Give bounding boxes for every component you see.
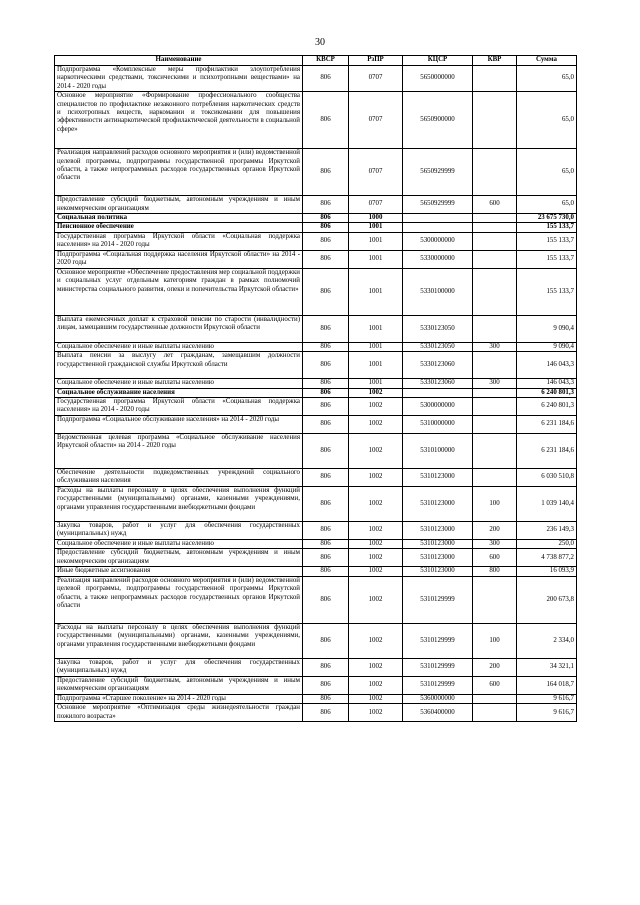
- cell-rzpr: 1002: [349, 416, 403, 434]
- cell-kvsr: 806: [303, 92, 349, 149]
- cell-rzpr: 1002: [349, 694, 403, 703]
- cell-sum: 65,0: [517, 66, 577, 92]
- cell-kvsr: 806: [303, 66, 349, 92]
- cell-rzpr: 1002: [349, 576, 403, 623]
- cell-kcsr: 5650900000: [403, 92, 473, 149]
- table-row: [55, 268, 577, 315]
- cell-name: Выплата ежемесячных доплат к страховой пенсии по старости (инвалидности) лицам, замещавшим государственные должности Иркутской области: [55, 315, 303, 342]
- cell-rzpr: 1002: [349, 388, 403, 397]
- cell-kvsr: 806: [303, 694, 349, 703]
- table-row: [55, 522, 577, 540]
- cell-sum: 250,0: [517, 540, 577, 549]
- cell-rzpr: 0707: [349, 149, 403, 196]
- cell-name: Реализация направлений расходов основного мероприятия и (или) ведомственной целевой программы, подпрограммы государственной программы Иркутской области, а также непрограммных расходов государственных органов Иркутской области: [55, 576, 303, 623]
- cell-kvsr: 806: [303, 196, 349, 214]
- cell-rzpr: 1001: [349, 352, 403, 379]
- table-row: [55, 352, 577, 379]
- cell-rzpr: 1001: [349, 342, 403, 351]
- table-row: [55, 379, 577, 388]
- cell-rzpr: 1002: [349, 704, 403, 722]
- cell-rzpr: 1001: [349, 250, 403, 268]
- cell-sum: 2 334,0: [517, 623, 577, 658]
- table-body: [55, 66, 577, 722]
- cell-sum: 9 090,4: [517, 342, 577, 351]
- cell-sum: 9 616,7: [517, 704, 577, 722]
- table-row: [55, 342, 577, 351]
- cell-sum: 16 093,9: [517, 567, 577, 576]
- table-header-row: [55, 56, 577, 66]
- cell-kcsr: 5330123060: [403, 352, 473, 379]
- cell-rzpr: 1002: [349, 623, 403, 658]
- cell-kvr: 200: [473, 658, 517, 676]
- cell-kcsr: 5360000000: [403, 694, 473, 703]
- cell-sum: 34 321,1: [517, 658, 577, 676]
- cell-sum: 200 673,8: [517, 576, 577, 623]
- table-row: [55, 623, 577, 658]
- cell-kcsr: 5310129999: [403, 676, 473, 694]
- cell-kvr: 100: [473, 623, 517, 658]
- cell-kcsr: 5310123000: [403, 469, 473, 487]
- cell-sum: 65,0: [517, 92, 577, 149]
- cell-kcsr: 5310129999: [403, 658, 473, 676]
- cell-kvsr: 806: [303, 223, 349, 232]
- cell-name: Предоставление субсидий бюджетным, автономным учреждениям и иным некоммерческим организациям: [55, 196, 303, 214]
- cell-sum: 155 133,7: [517, 232, 577, 250]
- cell-rzpr: 1001: [349, 379, 403, 388]
- table-row: [55, 469, 577, 487]
- cell-sum: 65,0: [517, 196, 577, 214]
- cell-name: Государственная программа Иркутской области «Социальная поддержка населения» на 2014 - 2020 годы: [55, 232, 303, 250]
- cell-sum: 9 090,4: [517, 315, 577, 342]
- cell-kvsr: 806: [303, 379, 349, 388]
- cell-kcsr: 5300000000: [403, 232, 473, 250]
- cell-kvr: [473, 232, 517, 250]
- cell-kvr: [473, 268, 517, 315]
- cell-kvsr: 806: [303, 250, 349, 268]
- table-row: [55, 540, 577, 549]
- table-row: [55, 576, 577, 623]
- table-row: [55, 487, 577, 522]
- cell-kvr: [473, 66, 517, 92]
- cell-rzpr: 1002: [349, 434, 403, 469]
- cell-rzpr: 1002: [349, 487, 403, 522]
- cell-kvsr: 806: [303, 388, 349, 397]
- cell-sum: 9 616,7: [517, 694, 577, 703]
- cell-kvr: 600: [473, 676, 517, 694]
- cell-kvr: [473, 214, 517, 223]
- cell-kvr: 300: [473, 342, 517, 351]
- cell-kcsr: 5310123000: [403, 540, 473, 549]
- budget-table: [54, 55, 577, 722]
- cell-kvsr: 806: [303, 232, 349, 250]
- cell-kvsr: 806: [303, 487, 349, 522]
- table-row: [55, 694, 577, 703]
- cell-kvr: 600: [473, 196, 517, 214]
- cell-kvr: [473, 250, 517, 268]
- cell-kvr: 300: [473, 379, 517, 388]
- cell-kvsr: 806: [303, 214, 349, 223]
- cell-kvsr: 806: [303, 576, 349, 623]
- cell-rzpr: 1001: [349, 232, 403, 250]
- table-row: [55, 315, 577, 342]
- cell-rzpr: 1002: [349, 567, 403, 576]
- cell-kvsr: 806: [303, 549, 349, 567]
- cell-name: Пенсионное обеспечение: [55, 223, 303, 232]
- cell-name: Расходы на выплаты персоналу в целях обеспечения выполнения функций государственными (муниципальными) органами, казенными учреждениями, органами управления государственными внебюджетными фондами: [55, 623, 303, 658]
- cell-kvsr: 806: [303, 268, 349, 315]
- cell-name: Государственная программа Иркутской области «Социальная поддержка населения» на 2014 - 2020 годы: [55, 398, 303, 416]
- cell-rzpr: 1002: [349, 658, 403, 676]
- cell-kvsr: 806: [303, 469, 349, 487]
- cell-rzpr: 1000: [349, 214, 403, 223]
- cell-sum: 155 133,7: [517, 223, 577, 232]
- cell-name: Социальное обеспечение и иные выплаты населению: [55, 540, 303, 549]
- cell-kvr: 600: [473, 549, 517, 567]
- cell-kvsr: 806: [303, 522, 349, 540]
- cell-rzpr: 0707: [349, 92, 403, 149]
- cell-sum: 23 675 730,0: [517, 214, 577, 223]
- page-number: 30: [315, 37, 325, 48]
- cell-rzpr: 1001: [349, 223, 403, 232]
- cell-kvsr: 806: [303, 342, 349, 351]
- column-header-kvr: КВР: [473, 56, 517, 66]
- cell-kcsr: [403, 223, 473, 232]
- table-row: [55, 704, 577, 722]
- cell-sum: 4 738 877,2: [517, 549, 577, 567]
- table-row: [55, 214, 577, 223]
- cell-kcsr: 5310000000: [403, 416, 473, 434]
- cell-rzpr: 0707: [349, 66, 403, 92]
- table-row: [55, 676, 577, 694]
- cell-kcsr: 5310129999: [403, 576, 473, 623]
- cell-rzpr: 1002: [349, 676, 403, 694]
- cell-sum: 6 231 184,6: [517, 434, 577, 469]
- cell-name: Подпрограмма «Старшее поколение» на 2014 - 2020 годы: [55, 694, 303, 703]
- cell-kvr: 200: [473, 522, 517, 540]
- cell-kcsr: 5310123000: [403, 567, 473, 576]
- cell-kcsr: 5330123050: [403, 342, 473, 351]
- cell-kvsr: 806: [303, 434, 349, 469]
- cell-kcsr: 5310123000: [403, 549, 473, 567]
- cell-kcsr: 5330123060: [403, 379, 473, 388]
- table-row: [55, 658, 577, 676]
- cell-kcsr: 5310100000: [403, 434, 473, 469]
- cell-kvsr: 806: [303, 416, 349, 434]
- cell-name: Ведомственная целевая программа «Социальное обслуживание населения Иркутской области» на 2014 - 2020 годы: [55, 434, 303, 469]
- cell-rzpr: 0707: [349, 196, 403, 214]
- cell-kvr: [473, 469, 517, 487]
- column-header-kvsr: КВСР: [303, 56, 349, 66]
- cell-rzpr: 1002: [349, 549, 403, 567]
- cell-sum: 155 133,7: [517, 268, 577, 315]
- cell-kvr: [473, 704, 517, 722]
- cell-kcsr: 5310123000: [403, 522, 473, 540]
- cell-sum: 6 240 801,3: [517, 388, 577, 397]
- cell-kvsr: 806: [303, 149, 349, 196]
- cell-kvr: [473, 149, 517, 196]
- cell-kvr: [473, 352, 517, 379]
- cell-kvr: 100: [473, 487, 517, 522]
- table-row: [55, 223, 577, 232]
- cell-kvr: [473, 576, 517, 623]
- cell-name: Подпрограмма «Социальная поддержка населения Иркутской области» на 2014 - 2020 годы: [55, 250, 303, 268]
- cell-kcsr: [403, 214, 473, 223]
- cell-kcsr: 5360400000: [403, 704, 473, 722]
- table-row: [55, 434, 577, 469]
- cell-kvsr: 806: [303, 567, 349, 576]
- cell-name: Социальная политика: [55, 214, 303, 223]
- table-row: [55, 250, 577, 268]
- cell-sum: 236 149,3: [517, 522, 577, 540]
- cell-rzpr: 1001: [349, 268, 403, 315]
- cell-name: Подпрограмма «Комплексные меры профилактики злоупотребления наркотическими средствами, токсическими и психотропными веществами» на 2014 - 2020 годы: [55, 66, 303, 92]
- cell-name: Подпрограмма «Социальное обслуживание населения» на 2014 - 2020 годы: [55, 416, 303, 434]
- cell-kvsr: 806: [303, 704, 349, 722]
- cell-name: Основное мероприятие «Оптимизация среды жизнедеятельности граждан пожилого возраста»: [55, 704, 303, 722]
- column-header-sum: Сумма: [517, 56, 577, 66]
- cell-sum: 6 231 184,6: [517, 416, 577, 434]
- cell-sum: 6 240 801,3: [517, 398, 577, 416]
- cell-kcsr: 5650929999: [403, 149, 473, 196]
- cell-name: Расходы на выплаты персоналу в целях обеспечения выполнения функций государственными (муниципальными) органами, казенными учреждениями, органами управления государственными внебюджетными фондами: [55, 487, 303, 522]
- cell-sum: 6 030 510,8: [517, 469, 577, 487]
- table-row: [55, 388, 577, 397]
- cell-name: Иные бюджетные ассигнования: [55, 567, 303, 576]
- cell-name: Социальное обслуживание населения: [55, 388, 303, 397]
- cell-kcsr: 5330123050: [403, 315, 473, 342]
- table-row: [55, 66, 577, 92]
- cell-rzpr: 1002: [349, 540, 403, 549]
- cell-rzpr: 1001: [349, 315, 403, 342]
- cell-kvsr: 806: [303, 398, 349, 416]
- cell-rzpr: 1002: [349, 522, 403, 540]
- cell-kvsr: 806: [303, 540, 349, 549]
- cell-sum: 164 018,7: [517, 676, 577, 694]
- cell-rzpr: 1002: [349, 398, 403, 416]
- table-row: [55, 398, 577, 416]
- cell-sum: 146 043,3: [517, 352, 577, 379]
- cell-name: Предоставление субсидий бюджетным, автономным учреждениям и иным некоммерческим организациям: [55, 549, 303, 567]
- table-row: [55, 196, 577, 214]
- cell-name: Обеспечение деятельности подведомственных учреждений социального обслуживания населения: [55, 469, 303, 487]
- column-header-rzpr: РзПР: [349, 56, 403, 66]
- cell-sum: 155 133,7: [517, 250, 577, 268]
- cell-name: Социальное обеспечение и иные выплаты населению: [55, 379, 303, 388]
- cell-sum: 1 039 140,4: [517, 487, 577, 522]
- cell-name: Выплата пенсии за выслугу лет гражданам, замещавшим должности государственной гражданской службы Иркутской области: [55, 352, 303, 379]
- cell-sum: 65,0: [517, 149, 577, 196]
- cell-kcsr: 5650929999: [403, 196, 473, 214]
- cell-kcsr: 5310123000: [403, 487, 473, 522]
- cell-kvsr: 806: [303, 352, 349, 379]
- table-row: [55, 232, 577, 250]
- cell-kvr: [473, 434, 517, 469]
- cell-name: Закупка товаров, работ и услуг для обеспечения государственных (муниципальных) нужд: [55, 522, 303, 540]
- cell-kvr: [473, 398, 517, 416]
- cell-kvr: [473, 694, 517, 703]
- cell-name: Закупка товаров, работ и услуг для обеспечения государственных (муниципальных) нужд: [55, 658, 303, 676]
- cell-kvr: [473, 223, 517, 232]
- cell-kvsr: 806: [303, 315, 349, 342]
- cell-kvr: 800: [473, 567, 517, 576]
- cell-rzpr: 1002: [349, 469, 403, 487]
- cell-kvsr: 806: [303, 676, 349, 694]
- cell-kvsr: 806: [303, 623, 349, 658]
- table-row: [55, 549, 577, 567]
- cell-kvr: 300: [473, 540, 517, 549]
- cell-kvr: [473, 416, 517, 434]
- cell-kcsr: 5310129999: [403, 623, 473, 658]
- cell-kvr: [473, 92, 517, 149]
- cell-sum: 146 043,3: [517, 379, 577, 388]
- cell-name: Социальное обеспечение и иные выплаты населению: [55, 342, 303, 351]
- cell-name: Предоставление субсидий бюджетным, автономным учреждениям и иным некоммерческим организациям: [55, 676, 303, 694]
- table-row: [55, 149, 577, 196]
- cell-name: Основное мероприятие «Обеспечение предоставления мер социальной поддержки и социальных услуг отдельным категориям граждан в рамках полномочий министерства социального развития, опеки и попечительства Иркутской области»: [55, 268, 303, 315]
- cell-kcsr: 5650000000: [403, 66, 473, 92]
- table-row: [55, 416, 577, 434]
- column-header-name: Наименование: [55, 56, 303, 66]
- cell-kcsr: [403, 388, 473, 397]
- cell-name: Основное мероприятие «Формирование профессионального сообщества специалистов по профилактике незаконного потребления наркотических средств и психотропных веществ, наркомании и токсикомании для повышения эффективности антинаркотической профилактической деятельности в социальной сфере»: [55, 92, 303, 149]
- cell-kvr: [473, 315, 517, 342]
- cell-kcsr: 5300000000: [403, 398, 473, 416]
- cell-kcsr: 5330100000: [403, 268, 473, 315]
- cell-kvr: [473, 388, 517, 397]
- cell-kcsr: 5330000000: [403, 250, 473, 268]
- cell-name: Реализация направлений расходов основного мероприятия и (или) ведомственной целевой программы, подпрограммы государственной программы Иркутской области, а также непрограммных расходов государственных органов Иркутской области: [55, 149, 303, 196]
- column-header-kcsr: КЦСР: [403, 56, 473, 66]
- cell-kvsr: 806: [303, 658, 349, 676]
- table-row: [55, 92, 577, 149]
- table-row: [55, 567, 577, 576]
